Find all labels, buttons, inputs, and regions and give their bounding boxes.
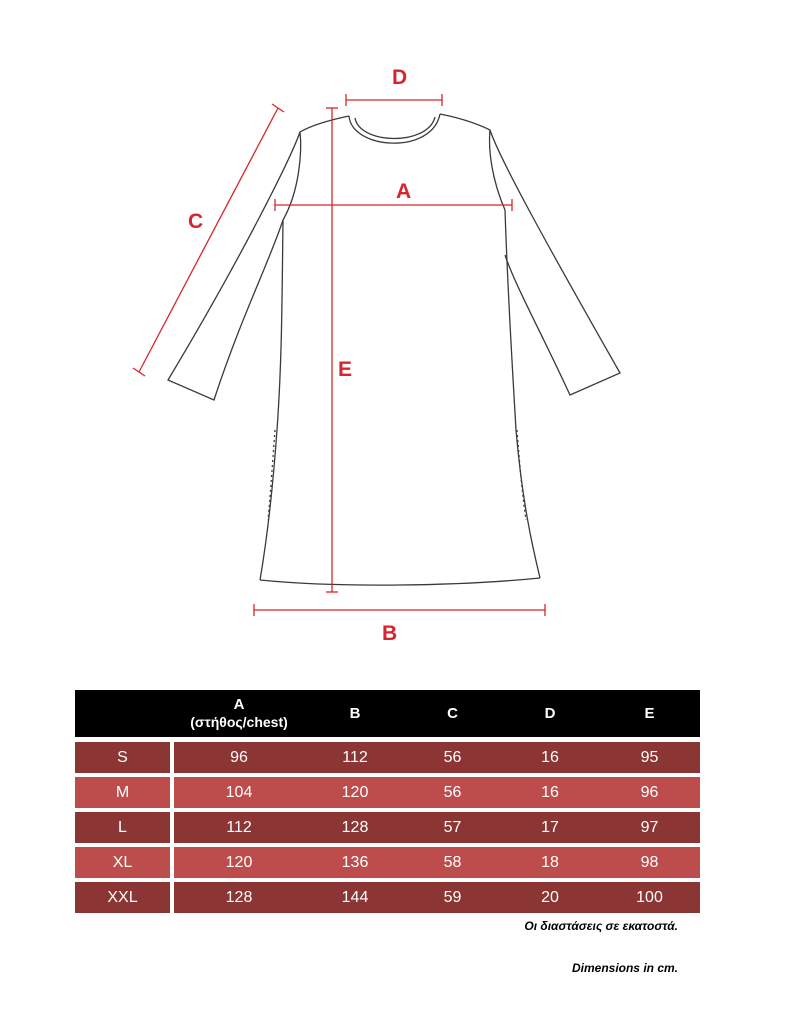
cell-a: 120	[225, 853, 253, 871]
cell-e: 97	[640, 818, 659, 836]
note-greek: Οι διαστάσεις σε εκατοστά.	[524, 919, 678, 933]
header-a-letter: A	[233, 696, 245, 713]
cell-c: 59	[443, 888, 462, 906]
cell-b: 128	[341, 818, 369, 836]
cell-a: 104	[225, 783, 253, 801]
cell-d: 20	[541, 888, 559, 906]
cell-d: 16	[541, 748, 559, 766]
cell-a: 112	[226, 818, 252, 836]
data-columns	[174, 742, 700, 917]
table-row	[174, 882, 700, 913]
label-e: E	[338, 358, 353, 381]
measure-lines	[133, 94, 545, 616]
note-english: Dimensions in cm.	[571, 961, 678, 975]
size-table	[75, 690, 700, 917]
table-row	[174, 812, 700, 843]
cell-c: 56	[443, 748, 462, 766]
cell-a: 128	[225, 888, 253, 906]
cell-a: 96	[230, 748, 248, 766]
measure-labels	[188, 66, 411, 645]
cell-b: 120	[341, 783, 369, 801]
size-cell: XXL	[75, 882, 170, 913]
cell-e: 96	[640, 783, 659, 801]
size-cell: S	[75, 742, 170, 773]
table-row	[174, 847, 700, 878]
cell-b: 144	[341, 888, 369, 906]
header-d: D	[544, 705, 556, 722]
table-header	[75, 690, 700, 737]
cell-e: 98	[640, 853, 659, 871]
table-row	[174, 742, 700, 773]
header-a-subtitle: (στήθος/chest)	[190, 714, 288, 730]
header-a	[172, 696, 306, 731]
cell-e: 100	[636, 888, 663, 906]
table-row	[174, 777, 700, 808]
cell-b: 136	[341, 853, 369, 871]
header-c: C	[447, 705, 458, 722]
size-cell: L	[75, 812, 170, 843]
header-e: E	[644, 705, 655, 722]
dress-outline	[168, 114, 620, 585]
cell-d: 17	[541, 818, 559, 836]
cell-c: 56	[443, 783, 462, 801]
label-c: C	[188, 210, 204, 233]
cell-b: 112	[342, 748, 368, 766]
label-b: B	[382, 622, 398, 645]
header-b: B	[349, 705, 361, 722]
cell-c: 57	[443, 818, 462, 836]
size-cell: M	[75, 777, 170, 808]
size-cell: XL	[75, 847, 170, 878]
cell-d: 16	[541, 783, 559, 801]
size-column	[75, 742, 170, 917]
label-d: D	[392, 66, 408, 89]
cell-c: 58	[443, 853, 462, 871]
cell-e: 95	[640, 748, 659, 766]
table-body	[75, 742, 700, 917]
cell-d: 18	[541, 853, 559, 871]
label-a: A	[396, 180, 412, 203]
